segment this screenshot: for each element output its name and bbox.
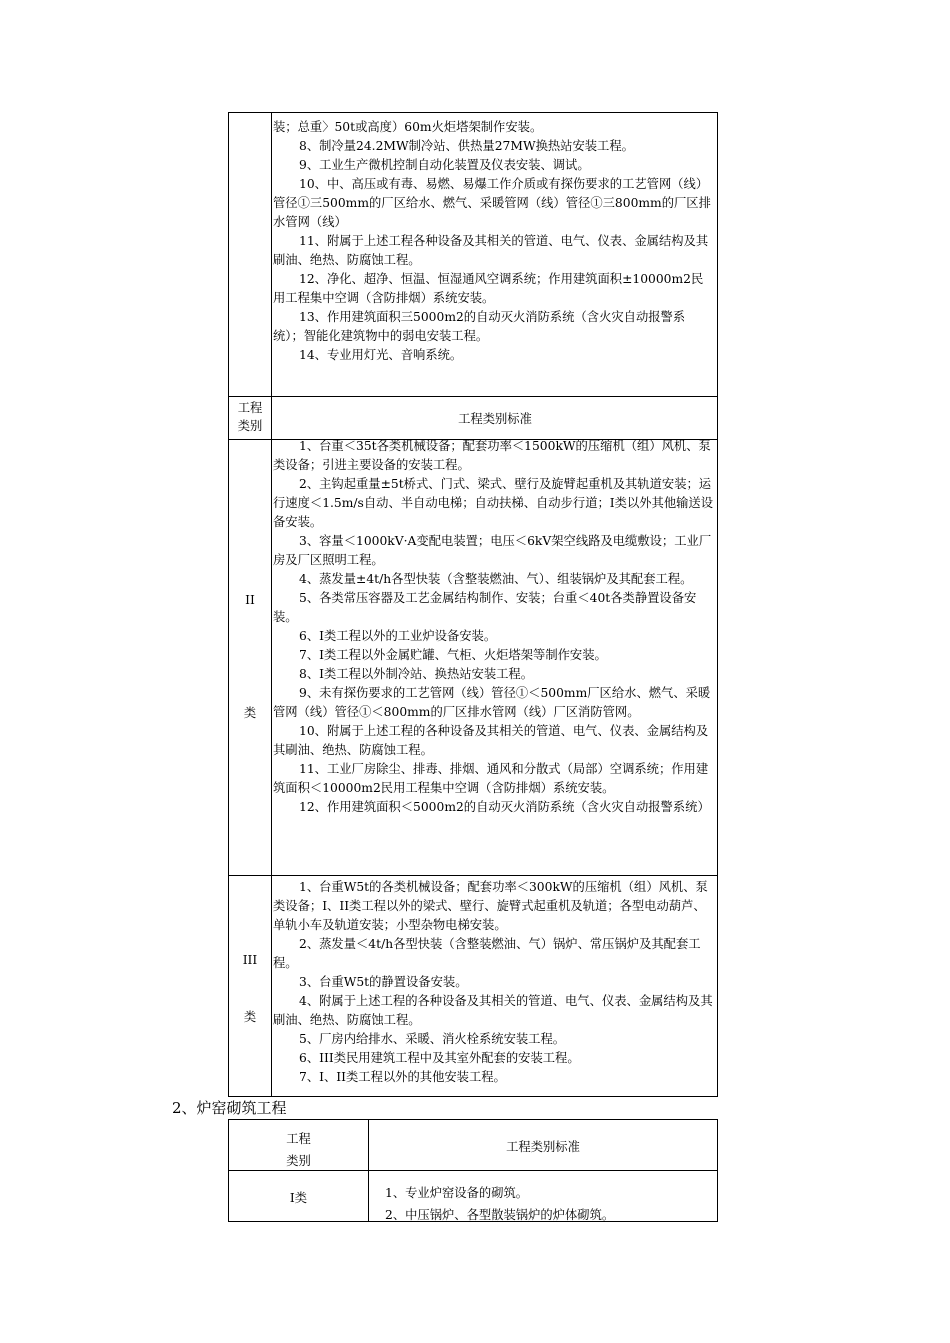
- list-item: 1、台重＜35t各类机械设备；配套功率＜1500kW的压缩机（组）风机、泵类设备；引进主要设备的安装工程。: [273, 439, 711, 472]
- list-item: 13、作用建筑面积三5000m2的自动灭火消防系统（含火灾自动报警系统）；智能化建筑物中的弱电安装工程。: [273, 310, 686, 343]
- list-item: 12、作用建筑面积＜5000m2的自动灭火消防系统（含火灾自动报警系统）: [299, 800, 710, 814]
- class2-items-cell: [273, 437, 715, 874]
- class1-label: I类: [289, 1191, 308, 1205]
- list-item: 装；总重〉50t或高度）60m火炬塔架制作安装。: [273, 120, 543, 134]
- class1-items-cell: [385, 1182, 713, 1226]
- section-heading: 2、炉窑砌筑工程: [172, 1099, 287, 1117]
- class3-items-cell: [273, 878, 715, 1087]
- list-item: 8、I类工程以外制冷站、换热站安装工程。: [299, 667, 534, 681]
- header-class-label: [229, 1128, 368, 1172]
- list-item: 1、专业炉窑设备的砌筑。: [385, 1186, 529, 1200]
- installation-class-table: [228, 112, 718, 1097]
- list-item: 4、附属于上述工程的各种设备及其相关的管道、电气、仪表、金属结构及其刷油、绝热、防腐蚀工程。: [273, 994, 713, 1027]
- header-standard-label: 工程类别标准: [506, 1140, 580, 1154]
- list-item: 11、工业厂房除尘、排毒、排烟、通风和分散式（局部）空调系统；作用建筑面积＜10000m2民用工程集中空调（含防排烟）系统安装。: [273, 762, 709, 795]
- class3-label-bottom: 类: [243, 1010, 257, 1024]
- header-class-line2: 类别: [237, 419, 263, 433]
- list-item: 14、专业用灯光、音响系统。: [299, 348, 463, 362]
- list-item: 11、附属于上述工程各种设备及其相关的管道、电气、仪表、金属结构及其刷油、绝热、防腐蚀工程。: [273, 234, 709, 267]
- column-divider: [271, 113, 272, 1096]
- header-class-line1: 工程: [237, 401, 263, 415]
- list-item: 3、台重W5t的静置设备安装。: [299, 975, 468, 989]
- header-class-line2: 类别: [286, 1154, 311, 1168]
- header-class-line1: 工程: [286, 1132, 311, 1146]
- list-item: 1、台重W5t的各类机械设备；配套功率＜300kW的压缩机（组）风机、泵类设备；I、II类工程以外的梁式、壁行、旋臂式起重机及轨道；各型电动葫芦、单轨小车及轨道安装；小型杂物电梯安装。: [273, 880, 708, 932]
- furnace-class-table: [228, 1119, 718, 1222]
- list-item: 12、净化、超净、恒温、恒湿通风空调系统；作用建筑面积±10000m2民用工程集中空调（含防排烟）系统安装。: [273, 272, 704, 305]
- class3-label-top: III: [242, 953, 258, 967]
- list-item: 9、未有探伤要求的工艺管网（线）管径①＜500mm厂区给水、燃气、采暖管网（线）管径①＜800mm的厂区排水管网（线）厂区消防管网。: [273, 686, 711, 719]
- list-item: 2、主钩起重量±5t桥式、门式、梁式、壁行及旋臂起重机及其轨道安装；运行速度＜1.5m/s自动、半自动电梯；自动扶梯、自动步行道；I类以外其他输送设备安装。: [273, 477, 714, 529]
- list-item: 10、中、高压或有毒、易燃、易爆工作介质或有探伤要求的工艺管网（线）管径①三500mm的厂区给水、燃气、采暖管网（线）管径①三800mm的厂区排水管网（线）: [273, 177, 711, 229]
- list-item: 5、厂房内给排水、采暖、消火栓系统安装工程。: [299, 1032, 566, 1046]
- list-item: 6、III类民用建筑工程中及其室外配套的安装工程。: [299, 1051, 580, 1065]
- row-divider: [229, 875, 717, 876]
- list-item: 9、工业生产微机控制自动化装置及仪表安装、调试。: [299, 158, 590, 172]
- list-item: 7、I类工程以外金属贮罐、气柜、火炬塔架等制作安装。: [299, 648, 607, 662]
- list-item: 2、蒸发量＜4t/h各型快装（含整装燃油、气）锅炉、常压锅炉及其配套工程。: [273, 937, 701, 970]
- list-item: 6、I类工程以外的工业炉设备安装。: [299, 629, 497, 643]
- list-item: 8、制冷量24.2MW制冷站、供热量27MW换热站安装工程。: [299, 139, 634, 153]
- class2-label-bottom: 类: [243, 706, 257, 720]
- list-item: 5、各类常压容器及工艺金属结构制作、安装；台重＜40t各类静置设备安装。: [273, 591, 697, 624]
- list-item: 2、中压锅炉、各型散装锅炉的炉体砌筑。: [385, 1208, 615, 1222]
- list-item: 7、I、II类工程以外的其他安装工程。: [299, 1070, 506, 1084]
- list-item: 3、容量＜1000kV·A变配电装置；电压＜6kV架空线路及电缆敷设；工业厂房及厂区照明工程。: [273, 534, 712, 567]
- list-item: 10、附属于上述工程的各种设备及其相关的管道、电气、仪表、金属结构及其刷油、绝热、防腐蚀工程。: [273, 724, 709, 757]
- class2-label-top: II: [245, 593, 255, 607]
- list-item: 4、蒸发量±4t/h各型快装（含整装燃油、气）、组装锅炉及其配套工程。: [299, 572, 693, 586]
- header-class-label: [229, 399, 271, 435]
- class1-continued-cell: [273, 118, 715, 365]
- row-divider: [229, 396, 717, 397]
- header-standard-label: 工程类别标准: [458, 412, 532, 426]
